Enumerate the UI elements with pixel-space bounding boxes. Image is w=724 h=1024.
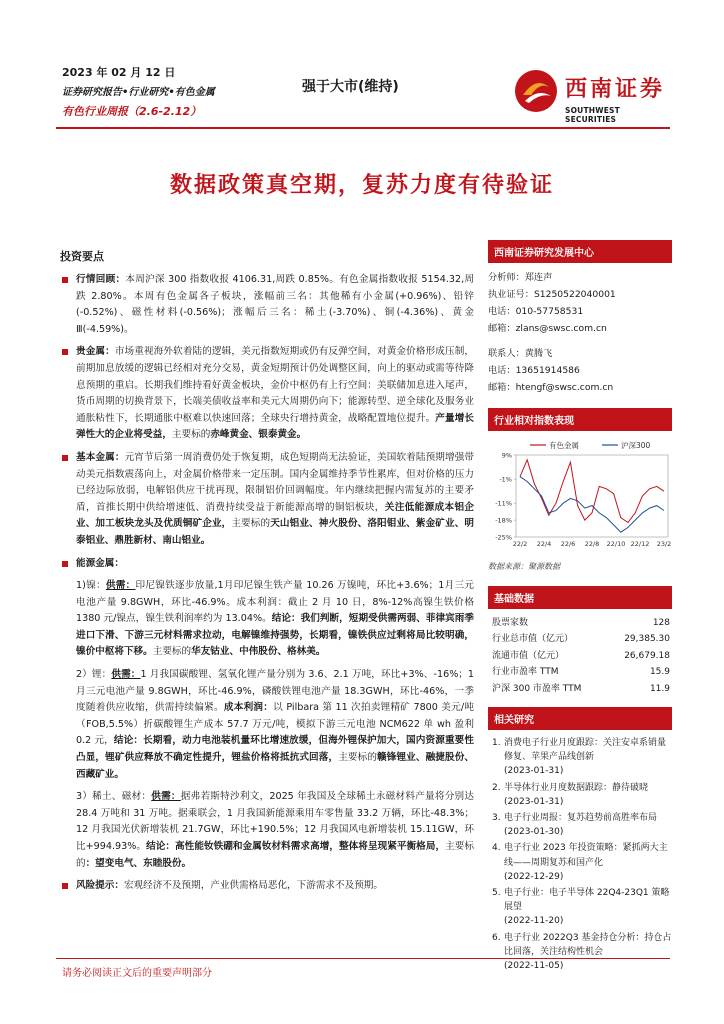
y-tick-label: -11% [495, 499, 512, 508]
item-date: (2022-11-05) [504, 961, 564, 972]
role-label: 联系人： [488, 348, 525, 359]
lithium-supply-label: 供需： [111, 669, 141, 681]
tel-label: 电话： [488, 365, 516, 376]
item-number: 2. [492, 782, 501, 793]
analyst-1-cert [488, 286, 672, 303]
related-heading: 相关研究 [488, 707, 672, 730]
lithium-rec-prefix: 主要标的 [338, 752, 378, 764]
x-tick-label: 22/6 [560, 540, 576, 548]
section-heading: 投资要点 [60, 250, 104, 263]
footer-disclaimer: 请务必阅读正文后的重要声明部分 [62, 968, 212, 979]
re-head: 3）稀土、磁材： [76, 791, 152, 803]
precious-metals [60, 344, 474, 444]
analyst-2-name [488, 345, 672, 362]
re-concl: 结论： [146, 841, 176, 852]
y-tick-label: -18% [495, 516, 512, 525]
lithium-rec: 赣锋锂业、融捷股份、西藏矿业。 [76, 752, 475, 780]
row-value: 15.9 [649, 667, 670, 678]
row-label: 流通市值（亿元） [492, 650, 565, 661]
table-row [492, 681, 670, 697]
y-tick-label: -25% [495, 533, 512, 542]
row-value: 26,679.18 [624, 650, 670, 661]
chart-heading: 行业相对指数表现 [488, 408, 672, 431]
analyst-1-mail [488, 320, 672, 337]
nickel-text: 印尼镍铁逐步放量,1月印尼镍生铁产量 10.26 万镍吨，环比+3.6%；1月三元电池产量 9.8GWH，环比-46.9%。成本利润：截止 2 月 10 日，8%-12%高镍生铁价格 1380 元/镍点，镍生铁利润率约为 13.04%。 [76, 580, 474, 625]
item-number: 5. [492, 888, 501, 899]
item-title: 电子行业 2022Q3 基金持仓分析：持仓占比回落，关注结构性机会 [504, 932, 672, 957]
relative-index-chart [488, 437, 672, 555]
energy-metals [60, 556, 474, 573]
row-value: 11.9 [649, 683, 670, 694]
analyst-1-name [488, 269, 672, 286]
base-label: 基本金属： [76, 451, 125, 463]
row-label: 沪深 300 市盈率 TTM [492, 683, 582, 694]
risk-warning [60, 878, 474, 895]
header-divider [56, 127, 670, 129]
item-date: (2023-01-30) [504, 827, 564, 838]
analyst-info [488, 269, 672, 396]
row-label: 行业市盈率 TTM [492, 667, 559, 678]
item-title: 电子行业：电子半导体 22Q4-23Q1 策略展望 [504, 888, 670, 913]
lithium-text2: 以 Pilbara 第 11 次拍卖锂精矿 7800 美元/吨（FOB,5.5%）折碳酸锂生产成本 57.7 万元/吨，模拟下游三元电池 NCM622 单 wh 盈利 0.2 元， [76, 702, 475, 747]
report-subtitle: 有色行业周报（2.6-2.12） [62, 105, 202, 118]
logo-text-cn: 西南证券 [565, 76, 666, 102]
list-item[interactable] [492, 736, 672, 779]
row-value: 128 [652, 618, 670, 628]
basic-data-heading: 基础数据 [488, 586, 672, 609]
mail-label: 邮箱： [488, 382, 516, 393]
rating-label: 强于大市(维持) [302, 79, 399, 95]
mail-link[interactable]: zlans@swsc.com.cn [515, 323, 607, 334]
item-number: 3. [492, 813, 501, 824]
company-logo [513, 66, 673, 124]
risk-text: 宏观经济不及预期，产业供需格局恶化，下游需求不及预期。 [123, 880, 383, 892]
item-date: (2022-12-29) [504, 871, 564, 882]
lithium-bold: 长期看，动力电池装机量环比增速放缓，但海外锂保护加大，国内资源重要性凸显，锂矿供应释放不确定性提升，锂盐价格将抵抗式回落， [76, 735, 475, 764]
mail-link[interactable]: htengf@swsc.com.cn [515, 382, 614, 393]
item-date: (2023-01-31) [504, 766, 564, 777]
lithium-cost-label: 成本利润： [223, 702, 274, 714]
x-tick-label: 23/2 [656, 540, 672, 548]
market-review [60, 272, 474, 338]
legend-label: 有色金属 [549, 441, 579, 450]
row-label: 行业总市值（亿元） [492, 634, 574, 645]
analyst-name: 郑连声 [524, 272, 553, 283]
table-row [492, 615, 670, 631]
lithium-head: 2）锂： [76, 669, 112, 681]
lithium-paragraph [60, 667, 474, 783]
energy-label: 能源金属： [76, 557, 124, 569]
rare-earth-paragraph [60, 789, 474, 872]
series-line [520, 477, 664, 533]
related-research-list [492, 736, 672, 973]
base-metals [60, 450, 474, 550]
x-tick-label: 22/12 [630, 540, 650, 548]
base-rec: 天山铝业、神火股份、洛阳钼业、紫金矿业、明泰铝业、鼎胜新材、南山铝业。 [76, 518, 475, 546]
legend-label: 沪深300 [621, 441, 651, 450]
item-number: 1. [492, 738, 501, 749]
mail-label: 邮箱： [488, 323, 516, 334]
re-supply-label: 供需： [151, 791, 181, 803]
x-tick-label: 22/10 [606, 540, 626, 548]
gold-rec: 赤峰黄金、银泰黄金。 [210, 429, 307, 441]
gold-text: 市场重视海外软着陆的逻辑，美元指数短期或仍有反弹空间，对黄金价格形成压制，前期加息放缓的逻辑已经相对充分交易，黄金短期预计仍处调整区间，向上的驱动或需等待降息预期的重启。长期我们维持看好黄金板块，金价中枢仍有上行空间：美联储加息进入尾声，货币周期的切换背景下，长端美债收益率和美元大周期仍向下；能源转型、逆全球化及服务业通胀粘性下，长期通胀中枢难以快速回落；全球央行增持黄金，战略配置地位提升。 [76, 346, 475, 424]
item-title: 消费电子行业月度跟踪：关注安卓系销量修复、苹果产品线创新 [504, 738, 667, 763]
report-date: 2023 年 02 月 12 日 [62, 66, 176, 79]
footer-divider [56, 958, 670, 959]
re-bold: 高性能钕铁硼和金属钕材料需求高增，整体将呈现紧平衡格局， [175, 841, 446, 852]
item-date: (2023-01-31) [504, 796, 564, 807]
item-number: 6. [492, 932, 501, 943]
report-category: 证券研究报告•行业研究•有色金属 [62, 87, 215, 98]
list-item[interactable] [492, 886, 672, 929]
report-title: 数据政策真空期，复苏力度有待验证 [169, 173, 554, 198]
row-label: 股票家数 [492, 618, 529, 628]
item-title: 电子行业周报：复苏趋势前高胜率布局 [504, 813, 658, 824]
row-value: 29,385.30 [624, 634, 670, 645]
risk-label: 风险提示： [76, 880, 124, 892]
logo-mark-icon [513, 68, 559, 114]
tel-label: 电话： [488, 306, 516, 317]
cert-value: S1250522040001 [533, 289, 616, 300]
list-item[interactable] [492, 841, 672, 884]
item-date: (2022-11-20) [504, 916, 564, 927]
nickel-rec: 华友钴业、中伟股份、格林美。 [191, 646, 326, 658]
nickel-head: 1)镍： [76, 580, 106, 592]
analyst-name: 黄腾飞 [524, 348, 553, 359]
logo-text-en: SOUTHWEST SECURITIES [565, 106, 620, 124]
nickel-bold: 我们判断，短期受供需两弱、菲律宾雨季进口下滑、下游三元材料需求拉动，电解镍维持强势，长期看，镍铁供应过剩将局比较明确，镍价中枢将下移。 [76, 613, 475, 658]
analyst-2-mail [488, 379, 672, 396]
gold-bold: 产量增长弹性大的企业将受益， [76, 412, 475, 441]
analyst-1-tel [488, 303, 672, 320]
nickel-supply-label: 供需： [105, 580, 136, 592]
analyst-2-tel [488, 362, 672, 379]
nickel-rec-prefix: 主要标的 [152, 646, 192, 658]
table-row [492, 664, 670, 680]
gold-rec-prefix: 主要标的 [171, 429, 211, 441]
lithium-concl: 结论： [113, 735, 144, 747]
base-text: 元宵节后第一周消费仍处于恢复期，成色短期尚无法验证，美国软着陆预期增强带动美元指数震荡向上，对金属价格带来一定压制。国内金属维持季节性累库，但对价格的压力已经边际放弱，电解铝供应干扰再现，限制铝价回调幅度。年内继续把握内需复苏的主要矛盾，首推长期中供给增速低、消费持续受益于新能源高增的铜铝板块， [76, 451, 475, 513]
list-item[interactable] [492, 811, 672, 839]
plot-frame [516, 455, 668, 537]
tel-value: 010-57758531 [515, 306, 584, 317]
x-tick-label: 22/2 [512, 540, 528, 548]
table-row [492, 648, 670, 664]
re-rec: ：望变电气、东睦股份。 [85, 857, 192, 869]
analyst-heading: 西南证券研究发展中心 [488, 240, 672, 263]
market-label: 行情回顾： [76, 274, 126, 285]
re-rec-prefix: 主要标的 [76, 841, 475, 869]
role-label: 分析师： [488, 272, 525, 283]
investment-summary [60, 248, 474, 901]
list-item[interactable] [492, 931, 672, 974]
base-bold: 关注低能源成本铝企业、加工板块龙头及优质铜矿企业， [76, 501, 475, 530]
cert-label: 执业证号： [488, 289, 534, 300]
market-text: 本周沪深 300 指数收报 4106.31,周跌 0.85%。有色金属指数收报 5154.32,周跌 2.80%。本周有色金属各子板块，涨幅前三名：其他稀有小金属(+0.96%)、铅锌(-0.52%)、磁性材料(-0.56%)；涨幅后三名：稀土(-3.70%)、铜(-4.36%)、黄金Ⅲ(-4.59%)。 [76, 274, 475, 335]
y-tick-label: 9% [501, 451, 512, 460]
list-item[interactable] [492, 781, 672, 809]
re-text: 据弗若斯特沙利文，2025 年我国及全球稀土永磁材料产量将分别达 28.4 万吨和 31 万吨。据乘联会，1 月我国新能源乘用车零售量 33.2 万辆，环比-48.3%；12 月我国光伏新增装机 21.7GW，环比+190.5%；12 月我国风电新增装机 15.11GW，环比+994.93%。 [76, 791, 474, 852]
base-rec-prefix: 主要标的 [231, 518, 271, 530]
gold-label: 贵金属： [76, 346, 115, 358]
x-tick-label: 22/8 [584, 540, 600, 548]
x-tick-label: 22/4 [536, 540, 552, 548]
item-title: 电子行业 2023 年投资策略：紧抓两大主线——周期复苏和国产化 [504, 843, 668, 868]
nickel-concl: 结论： [271, 613, 301, 625]
sidebar [488, 240, 672, 975]
nickel-paragraph [60, 578, 474, 661]
lithium-text: 1 月我国碳酸锂、氢氧化锂产量分别为 3.6、2.1 万吨，环比+3%、-16%；1 月三元电池产量 9.8GWH，环比-46.9%，磷酸铁锂电池产量 18.3GWH，环比-46%，一季度随着供应收缩，供需持续偏紧。 [76, 669, 475, 714]
item-title: 半导体行业月度数据跟踪：静待破晓 [504, 782, 649, 793]
item-number: 4. [492, 843, 501, 854]
y-tick-label: -1% [499, 475, 512, 484]
table-row [492, 631, 670, 647]
tel-value: 13651914586 [515, 365, 580, 376]
chart-source: 数据来源：聚源数据 [488, 562, 560, 571]
basic-data-table [492, 615, 670, 697]
